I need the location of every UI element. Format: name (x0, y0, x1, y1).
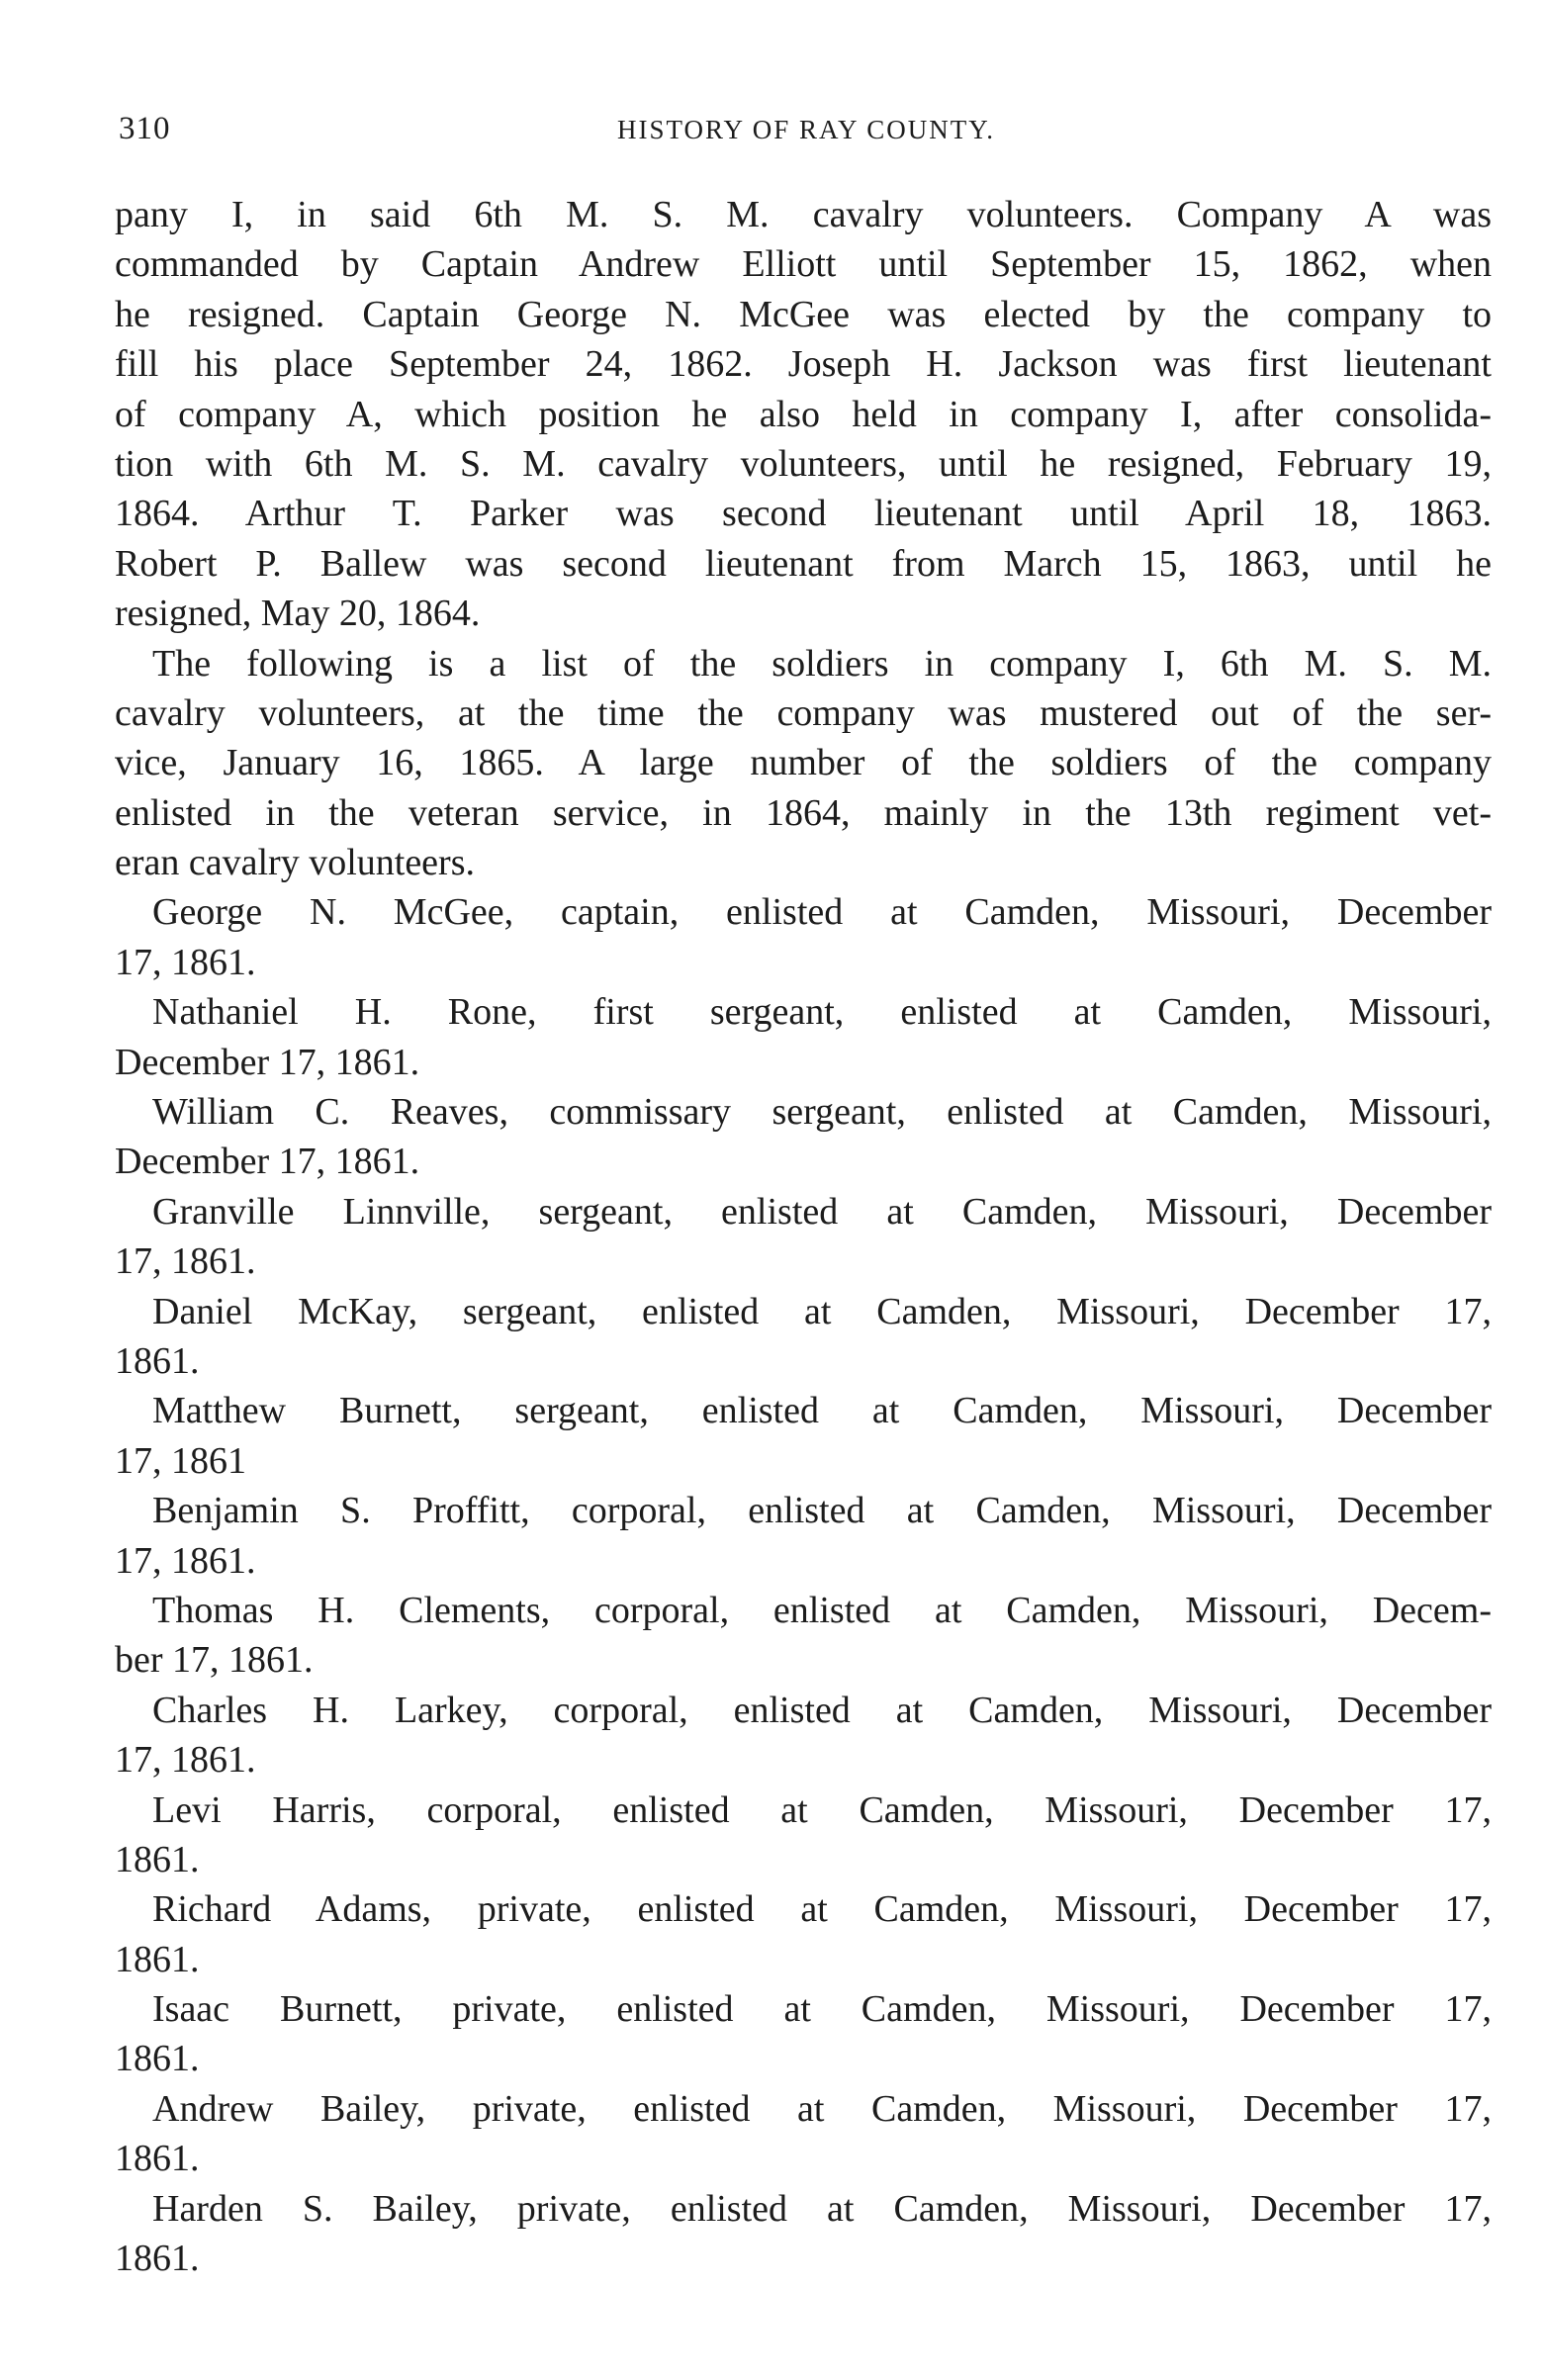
text-line: commanded by Captain Andrew Elliott until September 15, 1862, when (115, 243, 1492, 286)
roster-entry (115, 2084, 1492, 2184)
roster-entry (115, 1486, 1492, 1586)
roster-entry (115, 2184, 1492, 2284)
text-line: Isaac Burnett, private, enlisted at Camden, Missouri, December 17, (152, 1988, 1492, 2031)
text-line: vice, January 16, 1865. A large number of the soldiers of the company (115, 742, 1492, 784)
intro-text (115, 190, 1492, 887)
text-line: 17, 1861 (115, 1439, 246, 1482)
text-line: December 17, 1861. (115, 1041, 420, 1083)
text-line: 1861. (115, 2038, 200, 2080)
text-line: The following is a list of the soldiers in company I, 6th M. S. M. (152, 642, 1492, 685)
text-line: of company A, which position he also held in company I, after consolida- (115, 393, 1492, 435)
text-line: he resigned. Captain George N. McGee was elected by the company to (115, 293, 1492, 335)
text-line: 17, 1861. (115, 1539, 256, 1582)
text-line: cavalry volunteers, at the time the company was mustered out of the ser- (115, 691, 1492, 734)
text-line: Richard Adams, private, enlisted at Camden, Missouri, December 17, (152, 1888, 1492, 1931)
text-line: 17, 1861. (115, 1739, 256, 1782)
paragraph (115, 639, 1492, 888)
paragraph (115, 190, 1492, 639)
text-line: 1861. (115, 2238, 200, 2280)
text-line: Nathaniel H. Rone, first sergeant, enlisted at Camden, Missouri, (152, 991, 1492, 1034)
text-line: 1864. Arthur T. Parker was second lieutenant until April 18, 1863. (115, 493, 1492, 535)
text-line: tion with 6th M. S. M. cavalry volunteers, until he resigned, February 19, (115, 442, 1492, 485)
roster-entry (115, 1187, 1492, 1287)
text-line: Andrew Bailey, private, enlisted at Camden, Missouri, December 17, (152, 2087, 1492, 2130)
text-line: Charles H. Larkey, corporal, enlisted at Camden, Missouri, December (152, 1689, 1492, 1731)
running-title: HISTORY OF RAY COUNTY. (616, 115, 996, 144)
page-header (119, 111, 1494, 150)
roster-entry (115, 1686, 1492, 1785)
text-line: ber 17, 1861. (115, 1639, 314, 1682)
text-line: 1861. (115, 2138, 200, 2180)
text-line: eran cavalry volunteers. (115, 842, 475, 884)
text-line: 1861. (115, 1938, 200, 1980)
roster-entry (115, 1785, 1492, 1885)
text-line: 1861. (115, 1339, 200, 1382)
text-line: Robert P. Ballew was second lieutenant from March 15, 1863, until he (115, 542, 1492, 585)
text-line: 1861. (115, 1838, 200, 1880)
text-line: Matthew Burnett, sergeant, enlisted at Camden, Missouri, December (152, 1390, 1492, 1432)
text-line: December 17, 1861. (115, 1141, 420, 1183)
roster-entry (115, 1087, 1492, 1187)
text-line: fill his place September 24, 1862. Joseph H. Jackson was first lieutenant (115, 343, 1492, 386)
text-line: Harden S. Bailey, private, enlisted at Camden, Missouri, December 17, (152, 2187, 1492, 2230)
text-line: William C. Reaves, commissary sergeant, enlisted at Camden, Missouri, (152, 1091, 1492, 1134)
roster-entry (115, 1586, 1492, 1686)
text-line: George N. McGee, captain, enlisted at Camden, Missouri, December (152, 891, 1492, 934)
roster-entry (115, 1884, 1492, 1984)
roster-entry (115, 1984, 1492, 2084)
roster-entry (115, 987, 1492, 1087)
text-line: 17, 1861. (115, 1240, 256, 1283)
roster-entry (115, 1287, 1492, 1387)
soldier-roster (115, 887, 1492, 2283)
text-line: Levi Harris, corporal, enlisted at Camden, Missouri, December 17, (152, 1788, 1492, 1831)
text-line: 17, 1861. (115, 941, 256, 983)
page-body (115, 190, 1492, 2283)
text-line: resigned, May 20, 1864. (115, 593, 481, 635)
roster-entry (115, 887, 1492, 987)
text-line: Benjamin S. Proffitt, corporal, enlisted at Camden, Missouri, December (152, 1490, 1492, 1532)
text-line: Daniel McKay, sergeant, enlisted at Camden, Missouri, December 17, (152, 1290, 1492, 1332)
text-line: Thomas H. Clements, corporal, enlisted at Camden, Missouri, Decem- (152, 1589, 1492, 1631)
roster-entry (115, 1386, 1492, 1486)
text-line: enlisted in the veteran service, in 1864, mainly in the 13th regiment vet- (115, 791, 1492, 834)
text-line: pany I, in said 6th M. S. M. cavalry volunteers. Company A was (115, 194, 1492, 235)
text-line: Granville Linnville, sergeant, enlisted at Camden, Missouri, December (152, 1190, 1492, 1233)
page-number: 310 (119, 111, 171, 146)
